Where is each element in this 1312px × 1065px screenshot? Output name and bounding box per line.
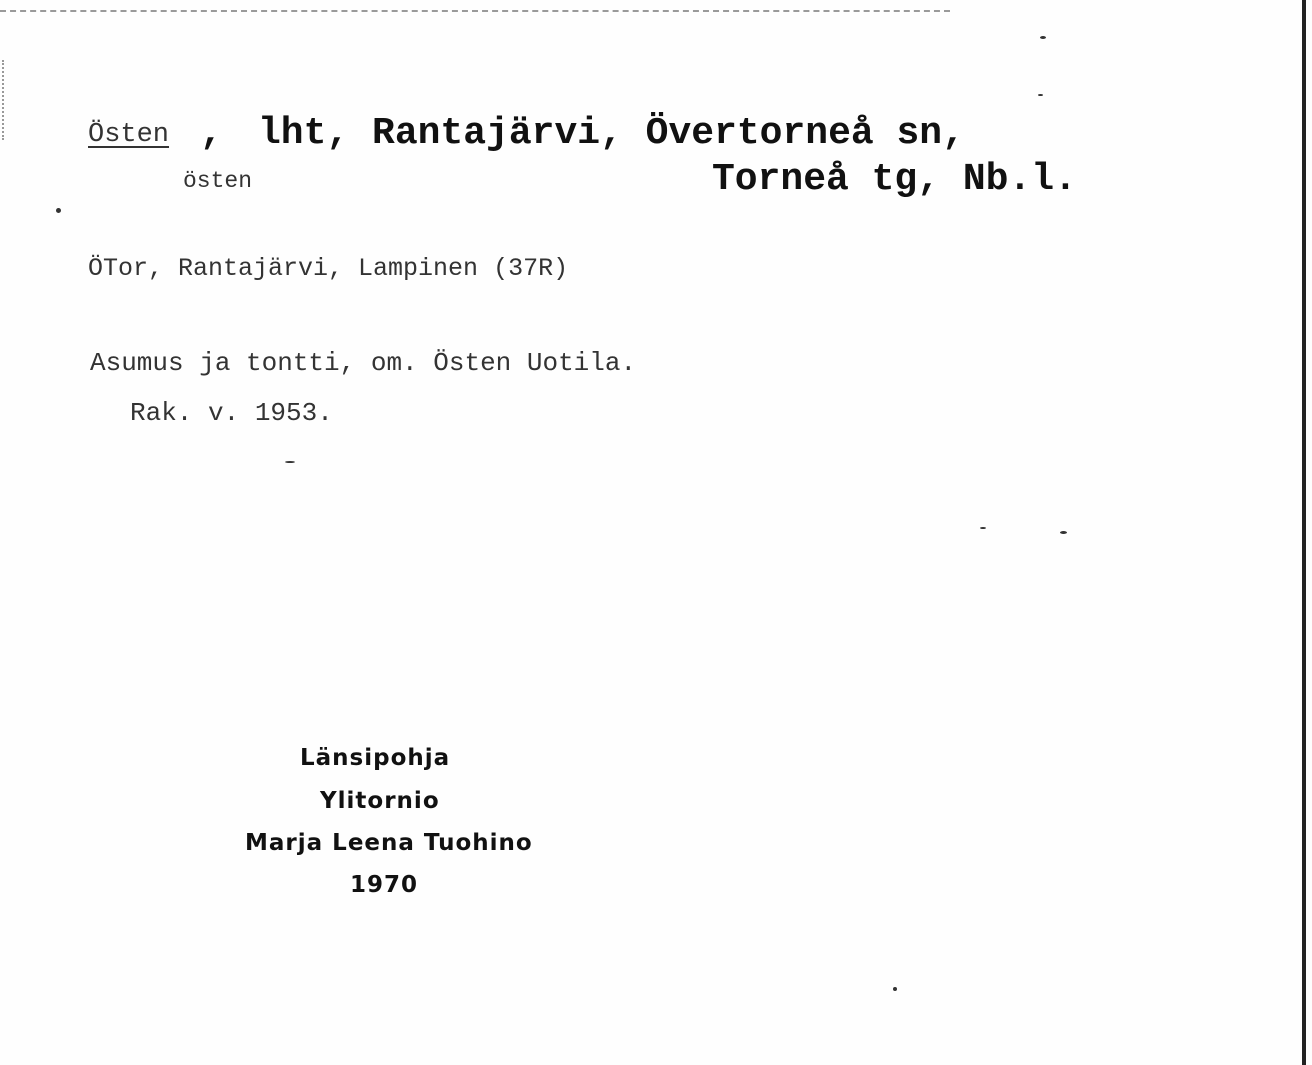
- card-left-edge: [2, 60, 4, 140]
- description-line-1: Asumus ja tontti, om. Östen Uotila.: [90, 348, 637, 378]
- card-top-edge: [0, 10, 950, 12]
- headword-variant: östen: [183, 168, 253, 194]
- scan-speck: [980, 527, 986, 529]
- description-line-2: Rak. v. 1953.: [130, 398, 333, 428]
- scan-speck: [1060, 531, 1067, 534]
- stamp-year: 1970: [350, 872, 419, 898]
- scan-speck: [893, 987, 897, 991]
- card-right-edge: [1302, 0, 1306, 1065]
- headword-separator: ,: [200, 112, 223, 155]
- header-details-line2: Torneå tg, Nb.l.: [712, 158, 1077, 201]
- scan-speck: [1040, 36, 1046, 39]
- scan-speck: [285, 461, 295, 463]
- scan-speck: [1038, 94, 1043, 96]
- scan-speck: [56, 208, 61, 213]
- stamp-collector: Marja Leena Tuohino: [245, 830, 533, 856]
- source-reference: ÖTor, Rantajärvi, Lampinen (37R): [88, 254, 569, 283]
- header-details-line1: lht, Rantajärvi, Övertorneå sn,: [258, 112, 965, 155]
- stamp-region: Länsipohja: [300, 745, 451, 771]
- headword: Östen: [88, 120, 170, 150]
- stamp-locality: Ylitornio: [320, 788, 440, 814]
